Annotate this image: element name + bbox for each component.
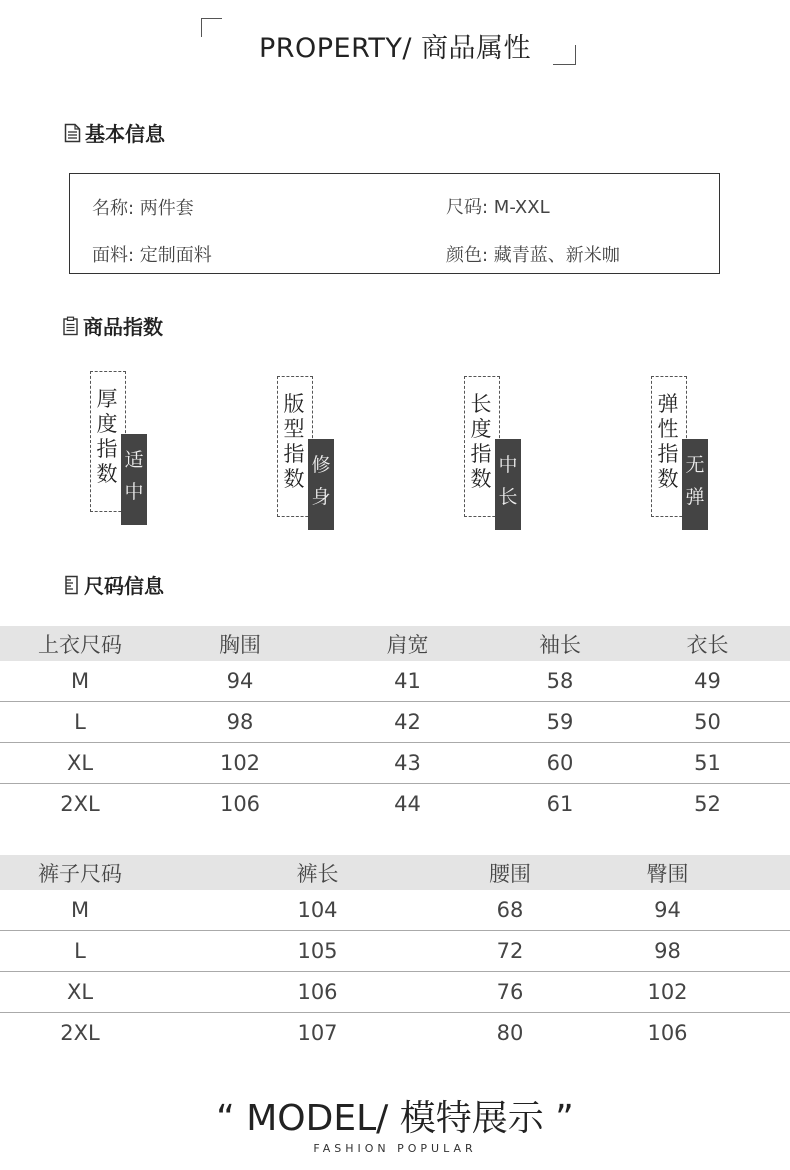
model-subtitle: FASHION POPULAR xyxy=(313,1142,477,1155)
table-row xyxy=(0,702,790,743)
product-index-heading xyxy=(62,311,163,340)
table-cell: 76 xyxy=(475,972,545,1013)
table-cell: 61 xyxy=(546,792,574,816)
table-cell: 49 xyxy=(625,661,790,702)
index-value-tag: 修 身 xyxy=(308,439,334,530)
info-name: 名称: 两件套 xyxy=(92,198,194,219)
table-cell: 2XL xyxy=(60,1021,100,1045)
table-cell: 43 xyxy=(320,743,495,784)
table-cell: 98 xyxy=(160,702,320,743)
table-row xyxy=(0,1013,790,1054)
property-title: PROPERTY/ 商品属性 xyxy=(258,33,532,64)
clipboard-icon xyxy=(62,316,79,336)
table-cell: 59 xyxy=(495,702,625,743)
table-cell: 68 xyxy=(475,890,545,931)
table-cell: 106 xyxy=(219,792,261,816)
table-header-cell: 臀围 xyxy=(545,855,790,890)
index-value-tag: 无 弹 xyxy=(682,439,708,530)
document-icon xyxy=(64,123,81,143)
table-cell: M xyxy=(0,890,160,931)
basic-info-heading xyxy=(64,118,165,147)
table-cell: L xyxy=(0,702,160,743)
table-cell: XL xyxy=(0,972,160,1013)
table-cell: 94 xyxy=(160,661,320,702)
table-header-row xyxy=(0,855,790,890)
index-label: 版 型 指 数 xyxy=(283,392,305,491)
table-cell: M xyxy=(0,661,160,702)
table-cell: 44 xyxy=(394,792,421,816)
table-cell: 72 xyxy=(475,931,545,972)
table-cell: 104 xyxy=(160,890,475,931)
table-cell: 102 xyxy=(160,743,320,784)
basic-info-heading-text: 基本信息 xyxy=(85,122,165,146)
table-row xyxy=(0,972,790,1013)
index-label: 厚 度 指 数 xyxy=(96,387,118,486)
top-size-table xyxy=(0,626,790,824)
table-header-cell: 袖长 xyxy=(495,626,625,661)
table-header-cell: 裤子尺码 xyxy=(0,855,160,890)
table-cell: XL xyxy=(0,743,160,784)
table-header-cell: 胸围 xyxy=(160,626,320,661)
table-cell: 94 xyxy=(545,890,790,931)
table-cell: L xyxy=(0,931,160,972)
table-header-cell: 裤长 xyxy=(160,855,475,890)
table-cell: 58 xyxy=(495,661,625,702)
index-label: 长 度 指 数 xyxy=(470,392,492,491)
table-row xyxy=(0,784,790,825)
table-cell: 102 xyxy=(545,972,790,1013)
table-cell: 50 xyxy=(625,702,790,743)
table-header-cell: 腰围 xyxy=(475,855,545,890)
info-size: 尺码: M-XXL xyxy=(446,197,550,218)
pants-size-table xyxy=(0,855,790,1053)
model-title: “ MODEL/ 模特展示 ” xyxy=(216,1098,574,1139)
ruler-icon xyxy=(63,575,80,595)
info-fabric: 面料: 定制面料 xyxy=(92,245,212,266)
table-cell: 106 xyxy=(647,1021,688,1045)
table-cell: 51 xyxy=(625,743,790,784)
table-row xyxy=(0,890,790,931)
table-cell: 2XL xyxy=(60,792,100,816)
table-header-cell: 衣长 xyxy=(625,626,790,661)
table-cell: 52 xyxy=(694,792,721,816)
index-label: 弹 性 指 数 xyxy=(657,392,679,491)
index-value-tag: 中 长 xyxy=(495,439,521,530)
size-info-heading xyxy=(63,570,164,599)
table-header-cell: 肩宽 xyxy=(320,626,495,661)
table-cell: 60 xyxy=(495,743,625,784)
table-cell: 106 xyxy=(160,972,475,1013)
corner-decoration-bottom-right xyxy=(553,45,576,65)
table-cell: 42 xyxy=(320,702,495,743)
table-cell: 80 xyxy=(496,1021,524,1045)
index-value-tag: 适 中 xyxy=(121,434,147,525)
table-header-cell: 上衣尺码 xyxy=(0,626,160,661)
table-cell: 41 xyxy=(320,661,495,702)
product-index-heading-text: 商品指数 xyxy=(83,315,163,339)
table-row xyxy=(0,743,790,784)
table-cell: 98 xyxy=(545,931,790,972)
table-cell: 105 xyxy=(160,931,475,972)
table-row xyxy=(0,931,790,972)
table-row xyxy=(0,661,790,702)
table-header-row xyxy=(0,626,790,661)
size-info-heading-text: 尺码信息 xyxy=(84,574,164,598)
info-color: 颜色: 藏青蓝、新米咖 xyxy=(446,245,620,266)
table-cell: 107 xyxy=(297,1021,338,1045)
